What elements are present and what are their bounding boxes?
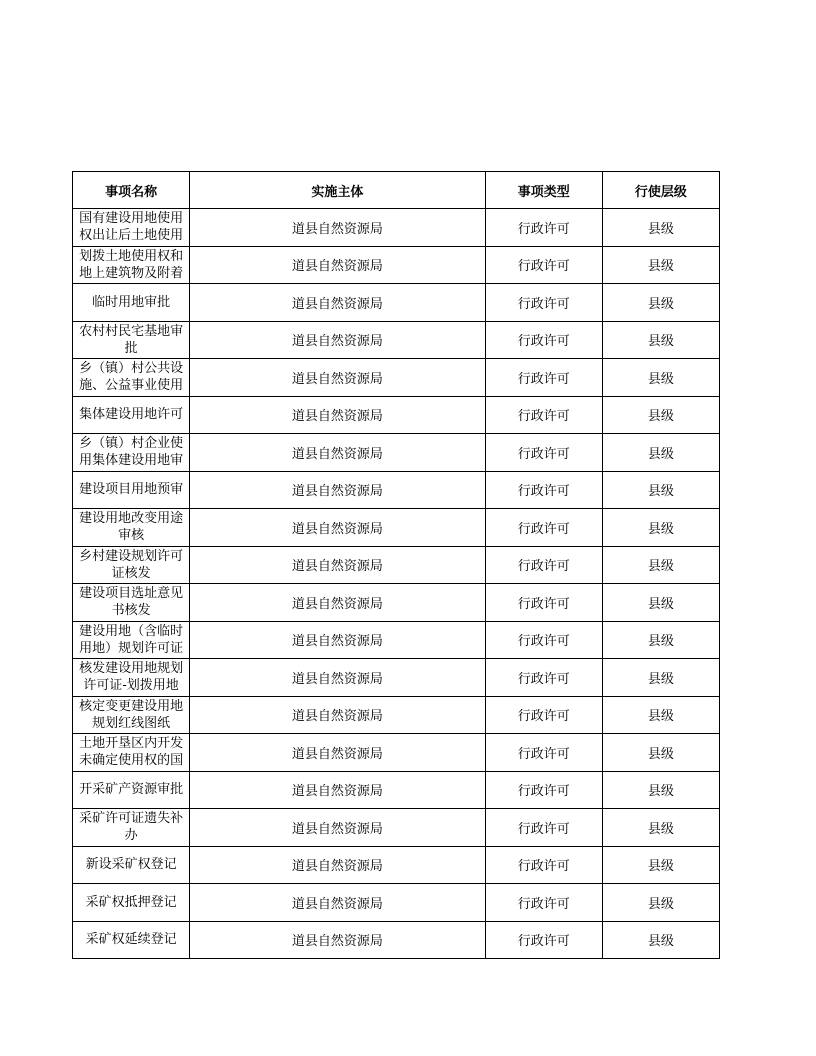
items-table — [72, 171, 720, 959]
table-row — [73, 209, 720, 247]
item-name-text: 乡村建设规划许可证核发 — [79, 548, 184, 581]
cell-exercise-level: 县级 — [602, 846, 719, 884]
cell-exercise-level: 县级 — [602, 621, 719, 659]
cell-exercise-level: 县级 — [602, 771, 719, 809]
cell-implementing-body: 道县自然资源局 — [190, 321, 485, 359]
cell-exercise-level: 县级 — [602, 509, 719, 547]
cell-implementing-body: 道县自然资源局 — [190, 471, 485, 509]
cell-implementing-body: 道县自然资源局 — [190, 434, 485, 472]
header-item-name: 事项名称 — [73, 172, 190, 209]
cell-item-name — [73, 359, 190, 397]
cell-item-name — [73, 434, 190, 472]
cell-implementing-body: 道县自然资源局 — [190, 396, 485, 434]
cell-item-name — [73, 809, 190, 847]
header-row — [73, 172, 720, 209]
cell-exercise-level: 县级 — [602, 434, 719, 472]
cell-item-type: 行政许可 — [485, 921, 602, 959]
cell-item-type: 行政许可 — [485, 846, 602, 884]
table-row — [73, 696, 720, 734]
cell-exercise-level: 县级 — [602, 284, 719, 322]
cell-implementing-body: 道县自然资源局 — [190, 546, 485, 584]
header-implementing-body: 实施主体 — [190, 172, 485, 209]
cell-exercise-level: 县级 — [602, 321, 719, 359]
cell-exercise-level: 县级 — [602, 396, 719, 434]
cell-implementing-body: 道县自然资源局 — [190, 509, 485, 547]
cell-exercise-level: 县级 — [602, 696, 719, 734]
cell-item-name — [73, 396, 190, 434]
table-row — [73, 921, 720, 959]
cell-item-type: 行政许可 — [485, 621, 602, 659]
item-name-text: 农村村民宅基地审批 — [79, 323, 184, 356]
table-row — [73, 809, 720, 847]
cell-item-type: 行政许可 — [485, 546, 602, 584]
table-row — [73, 546, 720, 584]
item-name-text: 采矿许可证遗失补办 — [79, 811, 184, 844]
cell-item-type: 行政许可 — [485, 696, 602, 734]
table-row — [73, 284, 720, 322]
item-name-text: 划拨土地使用权和地上建筑物及附着 — [79, 248, 184, 281]
cell-item-type: 行政许可 — [485, 396, 602, 434]
item-name-text: 乡（镇）村公共设施、公益事业使用 — [79, 361, 184, 394]
table-row — [73, 884, 720, 922]
cell-exercise-level: 县级 — [602, 809, 719, 847]
header-item-type: 事项类型 — [485, 172, 602, 209]
cell-item-name — [73, 584, 190, 622]
cell-item-name — [73, 696, 190, 734]
cell-item-name — [73, 734, 190, 772]
cell-item-name — [73, 621, 190, 659]
cell-implementing-body: 道县自然资源局 — [190, 584, 485, 622]
cell-item-name — [73, 509, 190, 547]
cell-item-name — [73, 321, 190, 359]
cell-item-name — [73, 471, 190, 509]
cell-implementing-body: 道县自然资源局 — [190, 809, 485, 847]
cell-item-type: 行政许可 — [485, 246, 602, 284]
cell-item-type: 行政许可 — [485, 284, 602, 322]
cell-item-name — [73, 771, 190, 809]
table-row — [73, 734, 720, 772]
cell-implementing-body: 道县自然资源局 — [190, 734, 485, 772]
cell-item-type: 行政许可 — [485, 734, 602, 772]
table-row — [73, 771, 720, 809]
item-name-text: 核定变更建设用地规划红线图纸 — [79, 698, 184, 731]
cell-implementing-body: 道县自然资源局 — [190, 209, 485, 247]
cell-exercise-level: 县级 — [602, 884, 719, 922]
item-name-text: 新设采矿权登记 — [85, 857, 177, 873]
cell-item-type: 行政许可 — [485, 509, 602, 547]
table-row — [73, 359, 720, 397]
cell-item-type: 行政许可 — [485, 321, 602, 359]
cell-exercise-level: 县级 — [602, 359, 719, 397]
item-name-text: 临时用地审批 — [92, 294, 171, 310]
cell-item-type: 行政许可 — [485, 584, 602, 622]
cell-exercise-level: 县级 — [602, 584, 719, 622]
table-row — [73, 846, 720, 884]
table-row — [73, 621, 720, 659]
item-name-text: 开采矿产资源审批 — [79, 782, 184, 798]
cell-item-type: 行政许可 — [485, 809, 602, 847]
cell-item-type: 行政许可 — [485, 209, 602, 247]
cell-implementing-body: 道县自然资源局 — [190, 284, 485, 322]
cell-exercise-level: 县级 — [602, 209, 719, 247]
table-body — [73, 209, 720, 959]
cell-item-name — [73, 884, 190, 922]
cell-exercise-level: 县级 — [602, 246, 719, 284]
cell-item-type: 行政许可 — [485, 471, 602, 509]
item-name-text: 建设用地（含临时用地）规划许可证 — [79, 623, 184, 656]
item-name-text: 核发建设用地规划许可证-划拨用地 — [79, 661, 184, 694]
item-name-text: 建设项目选址意见书核发 — [79, 586, 184, 619]
cell-implementing-body: 道县自然资源局 — [190, 921, 485, 959]
item-name-text: 集体建设用地许可 — [79, 407, 184, 423]
table-row — [73, 396, 720, 434]
cell-implementing-body: 道县自然资源局 — [190, 771, 485, 809]
cell-implementing-body: 道县自然资源局 — [190, 246, 485, 284]
cell-exercise-level: 县级 — [602, 471, 719, 509]
cell-exercise-level: 县级 — [602, 921, 719, 959]
cell-item-type: 行政许可 — [485, 884, 602, 922]
cell-item-type: 行政许可 — [485, 434, 602, 472]
cell-implementing-body: 道县自然资源局 — [190, 659, 485, 697]
cell-item-name — [73, 846, 190, 884]
cell-item-type: 行政许可 — [485, 659, 602, 697]
cell-item-name — [73, 659, 190, 697]
item-name-text: 国有建设用地使用权出让后土地使用 — [79, 211, 184, 244]
table-row — [73, 471, 720, 509]
cell-item-name — [73, 284, 190, 322]
item-name-text: 采矿权延续登记 — [85, 932, 177, 948]
table-row — [73, 434, 720, 472]
table-row — [73, 246, 720, 284]
cell-exercise-level: 县级 — [602, 546, 719, 584]
table-row — [73, 509, 720, 547]
cell-implementing-body: 道县自然资源局 — [190, 846, 485, 884]
cell-exercise-level: 县级 — [602, 659, 719, 697]
cell-item-name — [73, 246, 190, 284]
item-name-text: 建设项目用地预审 — [79, 482, 184, 498]
table-row — [73, 321, 720, 359]
cell-implementing-body: 道县自然资源局 — [190, 884, 485, 922]
cell-exercise-level: 县级 — [602, 734, 719, 772]
header-exercise-level: 行使层级 — [602, 172, 719, 209]
item-name-text: 采矿权抵押登记 — [85, 894, 177, 910]
cell-item-type: 行政许可 — [485, 359, 602, 397]
cell-item-name — [73, 209, 190, 247]
cell-item-name — [73, 546, 190, 584]
item-name-text: 建设用地改变用途审核 — [79, 511, 184, 544]
cell-item-name — [73, 921, 190, 959]
cell-implementing-body: 道县自然资源局 — [190, 696, 485, 734]
item-name-text: 土地开垦区内开发未确定使用权的国 — [79, 736, 184, 769]
item-name-text: 乡（镇）村企业使用集体建设用地审 — [79, 436, 184, 469]
cell-implementing-body: 道县自然资源局 — [190, 359, 485, 397]
cell-implementing-body: 道县自然资源局 — [190, 621, 485, 659]
table-row — [73, 659, 720, 697]
cell-item-type: 行政许可 — [485, 771, 602, 809]
table-row — [73, 584, 720, 622]
